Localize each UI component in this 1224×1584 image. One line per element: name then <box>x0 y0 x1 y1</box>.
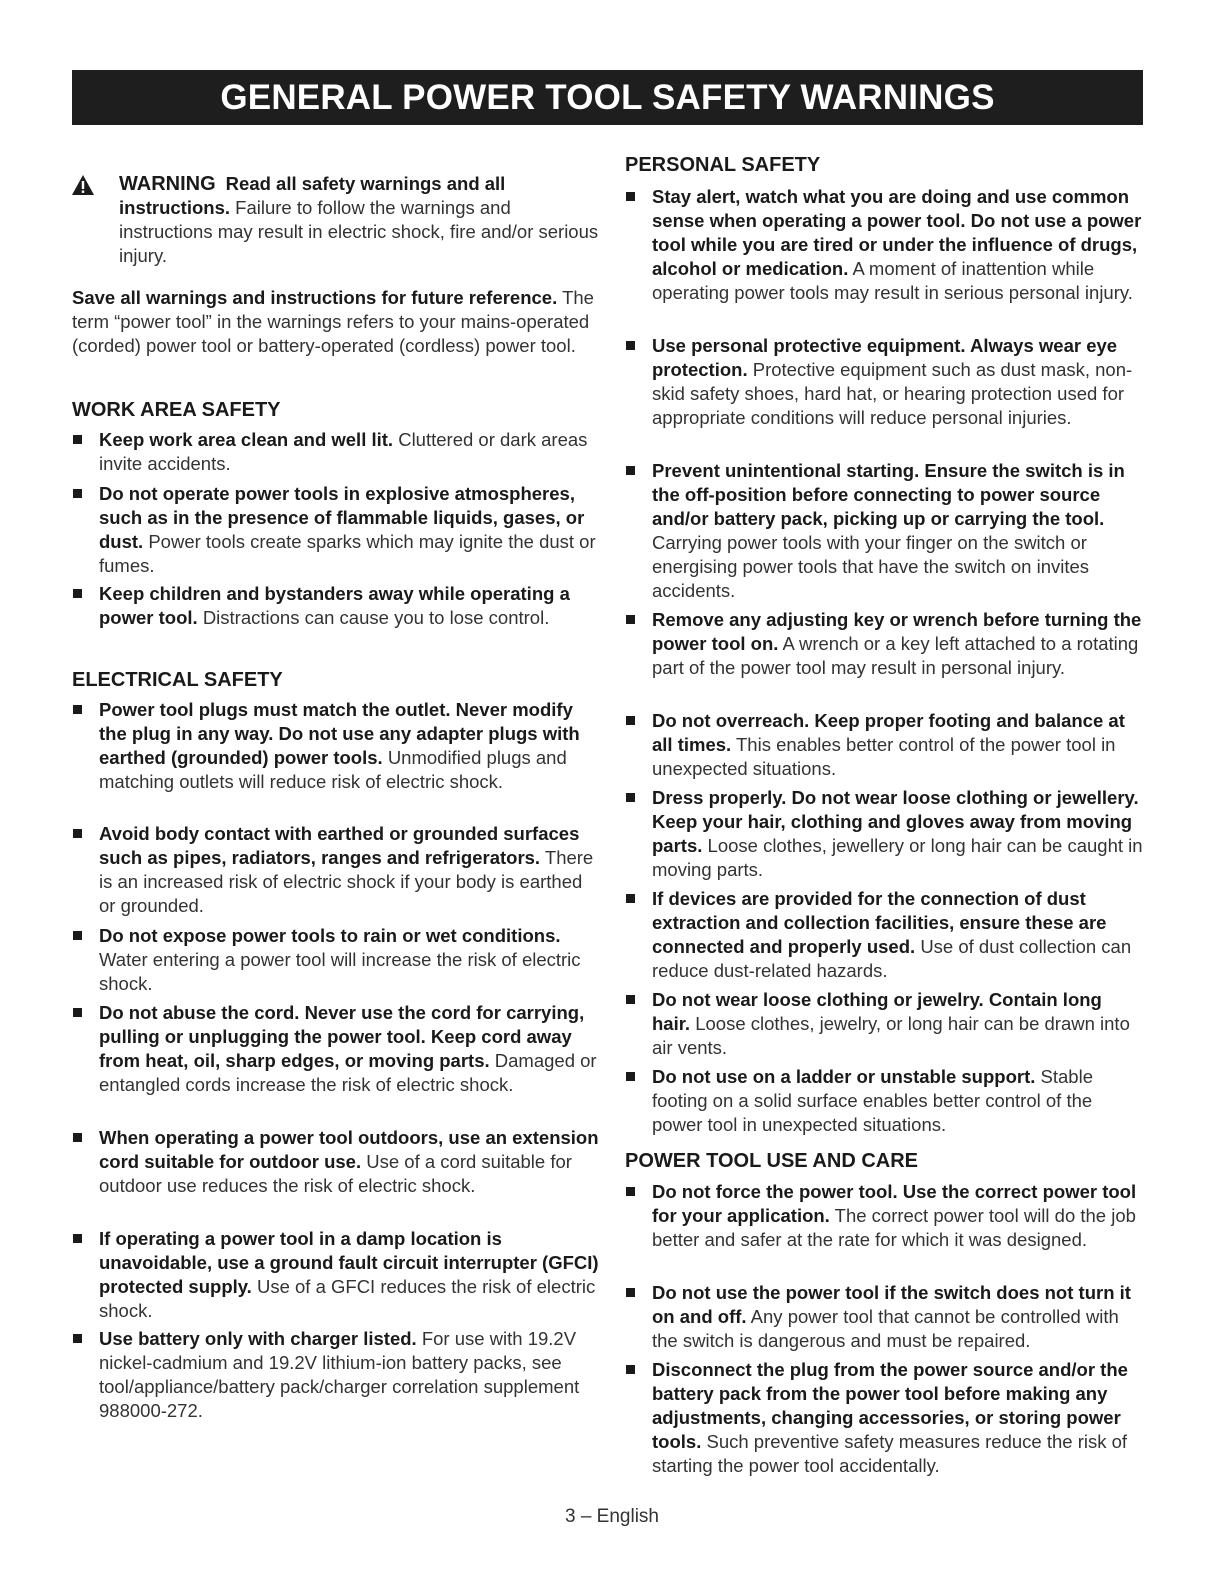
item-text: Any power tool that cannot be controlled with the switch is dangerous and must be repaired. <box>652 1306 1119 1351</box>
list-item <box>625 334 1145 430</box>
item-bold: Use battery only with charger listed. <box>99 1328 417 1349</box>
list-item <box>72 582 602 630</box>
item-text: Cluttered or dark areas invite accidents. <box>99 429 588 474</box>
item-bold: Do not overreach. Keep proper footing and balance at all times. <box>652 710 1125 755</box>
item-text: Loose clothes, jewelry, or long hair can be drawn into air vents. <box>652 1013 1130 1058</box>
warning-triangle-icon <box>71 174 95 196</box>
use-care-heading: POWER TOOL USE AND CARE <box>625 1150 918 1172</box>
item-bold: Stay alert, watch what you are doing and use common sense when operating a power tool. Do not use a power tool while you are tired or under the influence of drugs, alcohol or medication. <box>652 186 1142 279</box>
electrical-heading: ELECTRICAL SAFETY <box>72 669 283 691</box>
item-bold: Do not wear loose clothing or jewelry. Contain long hair. <box>652 989 1102 1034</box>
item-bold: If devices are provided for the connection of dust extraction and collection facilities, ensure these are connected and properly used. <box>652 888 1107 957</box>
item-text: Carrying power tools with your finger on the switch or energising power tools that have the switch on invites accidents. <box>652 532 1090 601</box>
list-item <box>72 822 602 918</box>
item-bold: Avoid body contact with earthed or grounded surfaces such as pipes, radiators, ranges and refrigerators. <box>99 823 580 868</box>
list-item <box>625 1358 1145 1478</box>
item-bold: Do not expose power tools to rain or wet conditions. <box>99 925 561 946</box>
item-bold: When operating a power tool outdoors, use an extension cord suitable for outdoor use. <box>99 1127 599 1172</box>
item-bold: Do not use on a ladder or unstable support. <box>652 1066 1036 1087</box>
item-text: Damaged or entangled cords increase the risk of electric shock. <box>99 1050 597 1095</box>
list-item <box>625 786 1145 882</box>
item-text: Use of a GFCI reduces the risk of electric shock. <box>99 1276 596 1321</box>
bullet-icon <box>626 192 635 201</box>
bullet-icon <box>626 1365 635 1374</box>
item-text: Unmodified plugs and matching outlets will reduce risk of electric shock. <box>99 747 567 792</box>
bullet-icon <box>73 589 82 598</box>
warning-block <box>72 172 602 268</box>
save-instructions <box>72 286 602 358</box>
item-text: Distractions can cause you to lose control. <box>202 607 550 628</box>
item-text: Protective equipment such as dust mask, non-skid safety shoes, hard hat, or hearing protection used for appropriate conditions will reduce personal injuries. <box>652 359 1133 428</box>
item-bold: Keep work area clean and well lit. <box>99 429 394 450</box>
item-text: Loose clothes, jewellery or long hair can be caught in moving parts. <box>652 835 1143 880</box>
item-text: For use with 19.2V nickel-cadmium and 19.2V lithium-ion battery packs, see tool/appliance/battery pack/charger correlation supplement 988000-272. <box>99 1328 580 1421</box>
personal-heading: PERSONAL SAFETY <box>625 154 821 176</box>
list-item <box>72 1001 602 1097</box>
bullet-icon <box>73 1234 82 1243</box>
item-bold: Dress properly. Do not wear loose clothing or jewellery. Keep your hair, clothing and gloves away from moving parts. <box>652 787 1139 856</box>
list-item <box>625 988 1145 1060</box>
list-item <box>625 608 1145 680</box>
item-bold: Disconnect the plug from the power source and/or the battery pack from the power tool before making any adjustments, changing accessories, or storing power tools. <box>652 1359 1128 1452</box>
bullet-icon <box>626 716 635 725</box>
bullet-icon <box>626 1187 635 1196</box>
item-bold: Prevent unintentional starting. Ensure the switch is in the off-position before connecting to power source and/or battery pack, picking up or carrying the tool. <box>652 460 1125 529</box>
bullet-icon <box>626 341 635 350</box>
bullet-icon <box>73 829 82 838</box>
bullet-icon <box>73 1334 82 1343</box>
list-item <box>625 1281 1145 1353</box>
bullet-icon <box>73 435 82 444</box>
list-item <box>72 482 602 578</box>
bullet-icon <box>626 995 635 1004</box>
warning-text: Failure to follow the warnings and instructions may result in electric shock, fire and/or serious injury. <box>119 197 599 266</box>
item-bold: Do not force the power tool. Use the correct power tool for your application. <box>652 1181 1137 1226</box>
item-text: Use of dust collection can reduce dust-related hazards. <box>652 936 1132 981</box>
item-text: Stable footing on a solid surface enables better control of the power tool in unexpected situations. <box>652 1066 1093 1135</box>
item-bold: Power tool plugs must match the outlet. Never modify the plug in any way. Do not use any adapter plugs with earthed (grounded) power tools. <box>99 699 580 768</box>
list-item <box>625 185 1145 305</box>
bullet-icon <box>626 1072 635 1081</box>
page-footer: 3 – English <box>564 1506 659 1527</box>
work-area-heading: WORK AREA SAFETY <box>72 399 281 421</box>
bullet-icon <box>73 489 82 498</box>
bullet-icon <box>626 894 635 903</box>
list-item <box>72 924 602 996</box>
bullet-icon <box>73 705 82 714</box>
list-item <box>72 1327 602 1423</box>
item-bold: Do not use the power tool if the switch does not turn it on and off. <box>652 1282 1131 1327</box>
bullet-icon <box>73 931 82 940</box>
list-item <box>625 459 1145 603</box>
item-text: A moment of inattention while operating power tools may result in serious personal injury. <box>652 258 1133 303</box>
list-item <box>72 428 602 476</box>
bullet-icon <box>626 793 635 802</box>
item-bold: Do not operate power tools in explosive atmospheres, such as in the presence of flammable liquids, gases, or dust. <box>99 483 585 552</box>
save-bold: Save all warnings and instructions for future reference. <box>72 287 558 308</box>
item-text: Use of a cord suitable for outdoor use reduces the risk of electric shock. <box>99 1151 572 1196</box>
list-item <box>72 1227 602 1323</box>
item-text: Such preventive safety measures reduce the risk of starting the power tool accidentally. <box>652 1431 1128 1476</box>
item-text: The correct power tool will do the job better and safer at the rate for which it was designed. <box>652 1205 1136 1250</box>
item-text: A wrench or a key left attached to a rotating part of the power tool may result in personal injury. <box>652 633 1139 678</box>
item-text: There is an increased risk of electric shock if your body is earthed or grounded. <box>99 847 594 916</box>
bullet-icon <box>626 466 635 475</box>
item-text: This enables better control of the power tool in unexpected situations. <box>652 734 1116 779</box>
item-text: Power tools create sparks which may ignite the dust or fumes. <box>99 531 596 576</box>
page-title: GENERAL POWER TOOL SAFETY WARNINGS <box>72 70 1143 125</box>
bullet-icon <box>73 1133 82 1142</box>
bullet-icon <box>626 615 635 624</box>
warning-bold: Read all safety warnings and all instructions. <box>119 173 506 218</box>
warning-signal-word: WARNING <box>119 173 216 195</box>
item-bold: Keep children and bystanders away while operating a power tool. <box>99 583 570 628</box>
item-bold: Do not abuse the cord. Never use the cord for carrying, pulling or unplugging the power tool. Keep cord away from heat, oil, sharp edges, or moving parts. <box>99 1002 585 1071</box>
list-item <box>625 1180 1145 1252</box>
bullet-icon <box>626 1288 635 1297</box>
list-item <box>625 887 1145 983</box>
list-item <box>625 1065 1145 1137</box>
item-text: Water entering a power tool will increase the risk of electric shock. <box>99 949 581 994</box>
list-item <box>625 709 1145 781</box>
list-item <box>72 1126 602 1198</box>
save-text: The term “power tool” in the warnings refers to your mains-operated (corded) power tool or battery-operated (cordless) power tool. <box>72 287 594 356</box>
list-item <box>72 698 602 794</box>
item-bold: Remove any adjusting key or wrench before turning the power tool on. <box>652 609 1142 654</box>
item-bold: Use personal protective equipment. Always wear eye protection. <box>652 335 1118 380</box>
item-bold: If operating a power tool in a damp location is unavoidable, use a ground fault circuit interrupter (GFCI) protected supply. <box>99 1228 599 1297</box>
bullet-icon <box>73 1008 82 1017</box>
